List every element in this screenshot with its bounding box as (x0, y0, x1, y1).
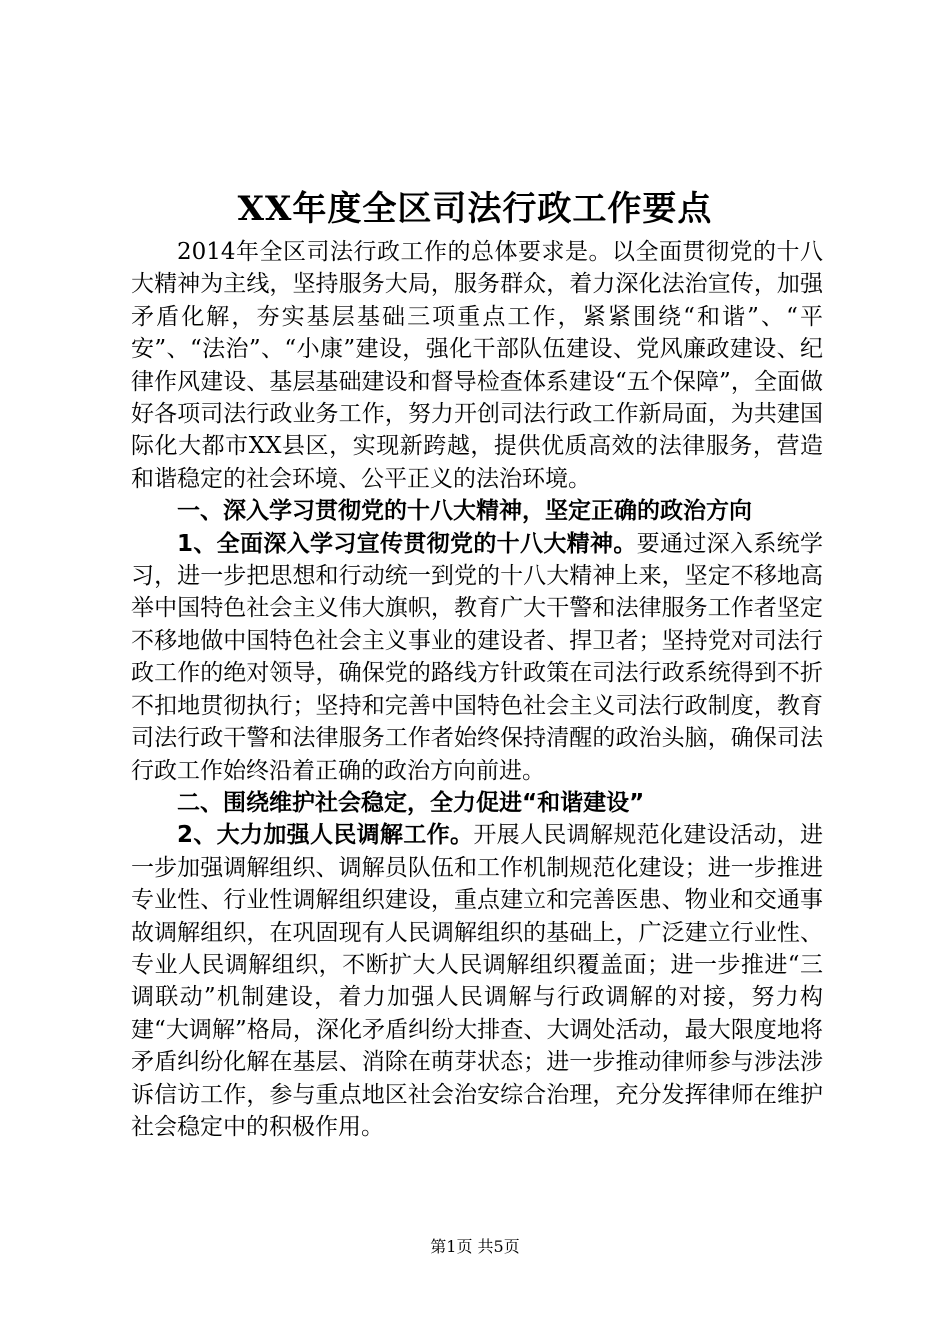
document-body (131, 236, 823, 1143)
page-number-footer: 第1页 共5页 (430, 1237, 520, 1256)
section-heading-2: 二、围绕维护社会稳定，全力促进“和谐建设” (177, 789, 645, 816)
section-heading-1: 一、深入学习贯彻党的十八大精神，坚定正确的政治方向 (177, 498, 752, 525)
section-1-item-paragraph (131, 528, 823, 787)
section-1-item-body: 要通过深入系统学习，进一步把思想和行动统一到党的十八大精神上来，坚定不移地高举中国特色社会主义伟大旗帜，教育广大干警和法律服务工作者坚定不移地做中国特色社会主义事业的建设者、捍卫者；坚持党对司法行政工作的绝对领导，确保党的路线方针政策在司法行政系统得到不折不扣地贯彻执行；坚持和完善中国特色社会主义司法行政制度，教育司法行政干警和法律服务工作者始终保持清醒的政治头脑，确保司法行政工作始终沿着正确的政治方向前进。 (131, 530, 824, 784)
section-2-item-lead: 2、大力加强人民调解工作。 (177, 822, 474, 849)
document-title: XX年度全区司法行政工作要点 (237, 189, 713, 229)
section-2-item-body: 开展人民调解规范化建设活动，进一步加强调解组织、调解员队伍和工作机制规范化建设；进一步推进专业性、行业性调解组织建设，重点建立和完善医患、物业和交通事故调解组织，在巩固现有人民调解组织的基础上，广泛建立行业性、专业人民调解组织，不断扩大人民调解组织覆盖面；进一步推进“三调联动”机制建设，着力加强人民调解与行政调解的对接，努力构建“大调解”格局，深化矛盾纠纷大排查、大调处活动，最大限度地将矛盾纠纷化解在基层、消除在萌芽状态；进一步推动律师参与涉法涉诉信访工作，参与重点地区社会治安综合治理，充分发挥律师在维护社会稳定中的积极作用。 (131, 822, 824, 1140)
section-1-item-lead: 1、全面深入学习宣传贯彻党的十八大精神。 (177, 530, 637, 557)
intro-paragraph: 2014年全区司法行政工作的总体要求是。以全面贯彻党的十八大精神为主线，坚持服务大局，服务群众，着力深化法治宣传，加强矛盾化解，夯实基层基础三项重点工作，紧紧围绕“和谐”、“平安”、“法治”、“小康”建设，强化干部队伍建设、党风廉政建设、纪律作风建设、基层基础建设和督导检查体系建设“五个保障”，全面做好各项司法行政业务工作，努力开创司法行政工作新局面，为共建国际化大都市XX县区，实现新跨越，提供优质高效的法律服务，营造和谐稳定的社会环境、公平正义的法治环境。 (131, 239, 823, 492)
section-2-item-paragraph (131, 819, 823, 1143)
